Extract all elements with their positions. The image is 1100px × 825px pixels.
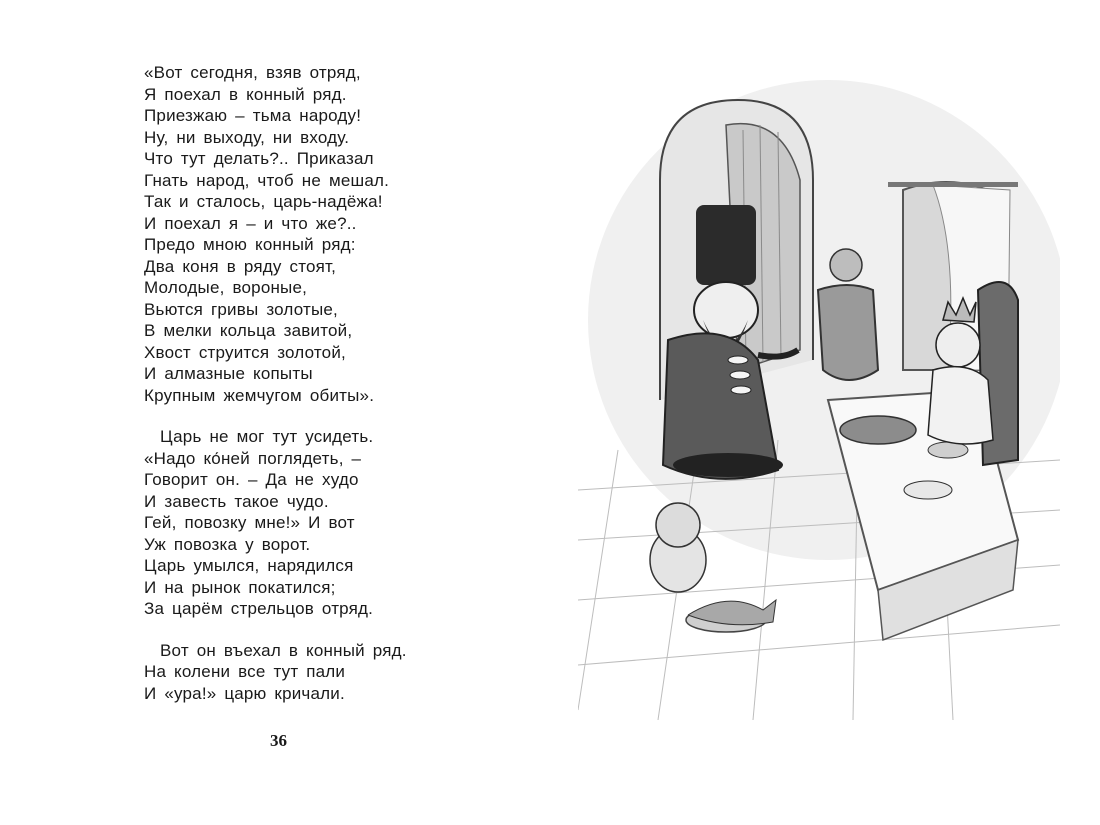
poem-line: И завесть такое чудо. <box>144 491 329 511</box>
page-number: 36 <box>270 731 287 750</box>
poem-line: Уж повозка у ворот. <box>144 534 311 554</box>
poem-line: И «ура!» царю кричали. <box>144 683 345 703</box>
poem-line: Вот он въехал в конный ряд. <box>160 640 407 660</box>
poem-line: Гнать народ, чтоб не мешал. <box>144 170 390 190</box>
curtain-rod <box>888 182 1018 187</box>
poem-text <box>144 62 464 724</box>
tsar-head <box>936 323 980 367</box>
stanza-3 <box>144 640 464 705</box>
poem-line: Я поехал в конный ряд. <box>144 84 347 104</box>
poem-line: И на рынок покатился; <box>144 577 336 597</box>
poem-line: Крупным жемчугом обиты». <box>144 385 375 405</box>
poem-line: Предо мною конный ряд: <box>144 235 356 254</box>
poem-line: «Вот сегодня, взяв отряд, <box>144 63 361 82</box>
poem-line: Молодые, вороные, <box>144 278 308 297</box>
samovar <box>818 285 878 380</box>
poem-line: Приезжаю – тьма народу! <box>144 106 362 125</box>
cat-head <box>656 503 700 547</box>
poem-line: Вьются гривы золотые, <box>144 299 338 319</box>
stanza-2 <box>144 426 464 620</box>
guard-boots <box>673 453 783 477</box>
poem-line: В мелки кольца завитой, <box>144 321 353 340</box>
poem-line: Царь умылся, нарядился <box>144 556 354 575</box>
poem-line: На колени все тут пали <box>144 662 346 681</box>
poem-line: Ну, ни выходу, ни входу. <box>144 127 350 147</box>
poem-line: Два коня в ряду стоят, <box>144 256 337 276</box>
tsar-body <box>928 367 993 444</box>
poem-line: За царём стрельцов отряд. <box>144 599 374 618</box>
poem-line: Говорит он. – Да не худо <box>144 470 359 489</box>
poem-line: Гей, повозку мне!» И вот <box>144 513 355 532</box>
poem-line: Так и сталось, царь-надёжа! <box>144 192 383 211</box>
poem-line: «Надо ко́ней поглядеть, – <box>144 448 362 468</box>
poem-line: И поехал я – и что же?.. <box>144 213 357 233</box>
coat-buttons <box>728 356 751 394</box>
pie <box>840 416 916 444</box>
poem-line: Хвост струится золотой, <box>144 342 346 362</box>
stanza-1 <box>144 62 464 406</box>
plate <box>904 481 952 499</box>
illustration <box>578 70 1060 720</box>
poem-line: Что тут делать?.. Приказал <box>144 149 374 168</box>
poem-line: И алмазные копыты <box>144 364 313 383</box>
guard-hat <box>696 205 756 285</box>
poem-line: Царь не мог тут усидеть. <box>160 427 374 446</box>
teapot <box>830 249 862 281</box>
guard-face <box>694 282 758 338</box>
